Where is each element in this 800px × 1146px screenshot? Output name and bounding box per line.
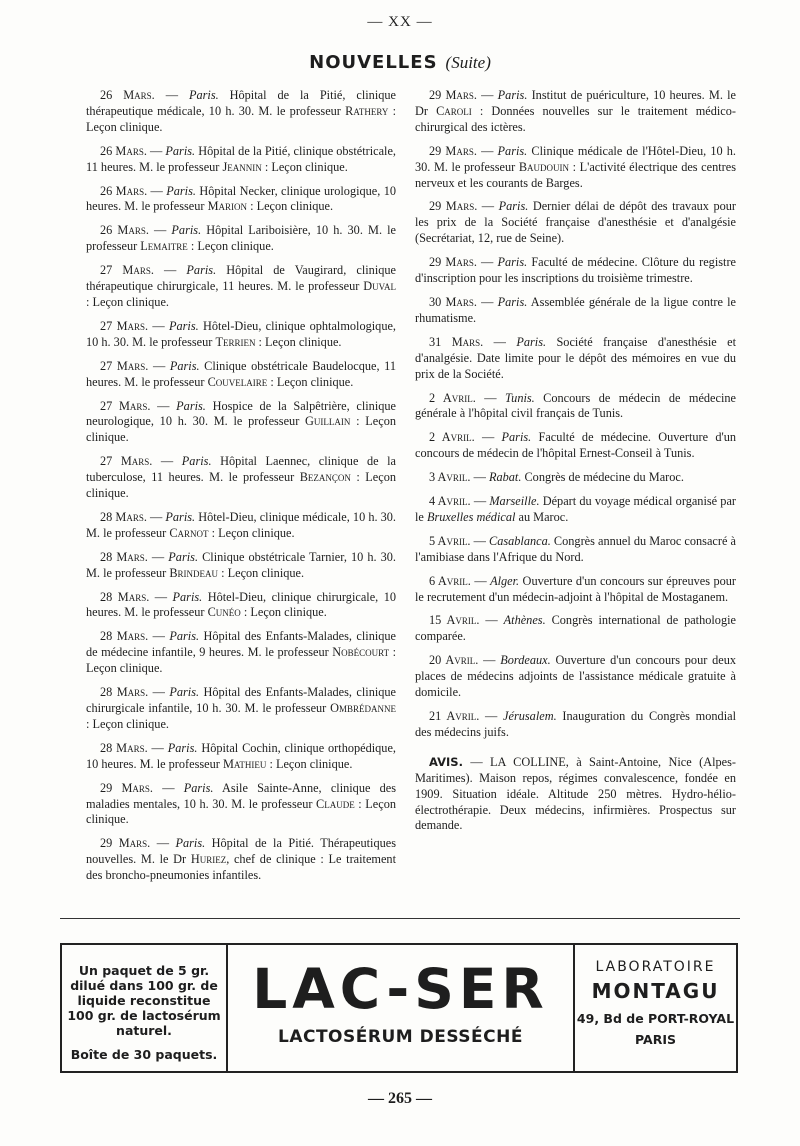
- professor-name: Cunéo: [207, 605, 241, 620]
- news-city: Bordeaux.: [500, 653, 551, 668]
- news-city: Paris.: [497, 88, 528, 102]
- news-text: Hôpital de la Pitié. Thérapeutiques nouvelles. M. le Dr: [86, 836, 397, 867]
- news-text: Hôpital Laennec, clinique de la tuberculose, 11 heures. M. le professeur: [86, 454, 397, 485]
- news-text-tail: : Leçon clinique.: [255, 334, 342, 349]
- ad-lab-label: LABORATOIRE: [595, 959, 716, 975]
- professor-name: Terrien: [215, 334, 256, 349]
- news-date: 2 Avril.: [429, 430, 475, 445]
- news-text-tail: : Leçon clinique.: [86, 470, 396, 501]
- news-date: 5 Avril.: [429, 533, 471, 548]
- news-text: Société française d'anesthésie et d'analgésie. Date limite pour le dépôt des mémoires en vue du prix de la Société.: [415, 334, 737, 381]
- news-date: 27 Mars.: [100, 454, 153, 469]
- news-item: 27 Mars. — Paris. Hôtel-Dieu, clinique ophtalmologique, 10 h. 30. M. le professeur Terrien : Leçon clinique.: [86, 318, 396, 349]
- news-text: Assemblée générale de la ligue contre le rhumatisme.: [415, 294, 736, 325]
- news-item: 29 Mars. — Paris. Institut de puériculture, 10 heures. M. le Dr Caroli : Données nouvelles sur le traitement médico-chirurgical des ictères.: [415, 88, 736, 134]
- news-item: 15 Avril. — Athènes. Congrès international de pathologie comparée.: [415, 613, 736, 644]
- news-text: Hospice de la Salpêtrière, clinique neurologique, 10 h. 30. M. le professeur: [86, 398, 396, 429]
- professor-name: Caroli: [436, 103, 472, 118]
- news-text-tail: : L'activité électrique des centres nerveux et les courants de Barges.: [415, 159, 736, 190]
- page-roman-number: — XX —: [367, 14, 433, 30]
- news-item: 27 Mars. — Paris. Clinique obstétricale Baudelocque, 11 heures. M. le professeur Couvelaire : Leçon clinique.: [86, 358, 397, 389]
- ad-brand-panel: [228, 945, 573, 1071]
- ad-brand-name: LAC-SER: [252, 957, 549, 1021]
- news-text: Faculté de médecine. Clôture du registre d'inscription pour les inscriptions du troisième trimestre.: [415, 255, 736, 286]
- news-item: 29 Mars. — Paris. Asile Sainte-Anne, clinique des maladies mentales, 10 h. 30. M. le professeur Claude : Leçon clinique.: [86, 780, 397, 827]
- professor-name: Rathery: [345, 103, 389, 118]
- news-city: Paris.: [181, 454, 212, 469]
- news-city: Athènes.: [503, 613, 546, 628]
- professor-name: Guillain: [305, 414, 351, 429]
- news-date: 28 Mars.: [100, 740, 148, 755]
- news-item: 27 Mars. — Paris. Hôpital de Vaugirard, clinique thérapeutique chirurgicale, 11 heures. M. le professeur Duval : Leçon clinique.: [86, 263, 396, 309]
- news-item: 6 Avril. — Alger. Ouverture d'un concours sur épreuves pour le recrutement d'un médecin-adjoint à l'hôpital de Mostaganem.: [415, 573, 736, 604]
- news-date: 27 Mars.: [100, 263, 154, 278]
- news-text-tail: au Maroc.: [515, 509, 569, 524]
- news-text-tail: : Leçon clinique.: [86, 414, 396, 445]
- news-city: Paris.: [188, 88, 219, 102]
- news-date: 26 Mars.: [100, 88, 155, 102]
- news-text-tail: : Leçon clinique.: [86, 294, 169, 309]
- news-date: 6 Avril.: [429, 573, 471, 588]
- news-item: 29 Mars. — Paris. Clinique médicale de l'Hôtel-Dieu, 10 h. 30. M. le professeur Baudouin : L'activité électrique des centres nerveux et les courants de Barges.: [415, 143, 736, 190]
- news-text-tail: , chef de clinique : Le traitement des broncho-pneumonies infantiles.: [86, 852, 396, 883]
- news-date: 29 Mars.: [429, 199, 478, 214]
- professor-name: Mathieu: [222, 756, 267, 771]
- news-text: Congrès annuel du Maroc consacré à l'amibiase dans l'Afrique du Nord.: [415, 533, 736, 564]
- news-date: 26 Mars.: [100, 223, 149, 238]
- news-text: Hôtel-Dieu, clinique ophtalmologique, 10 h. 30. M. le professeur: [86, 318, 396, 349]
- news-text-tail: : Leçon clinique.: [247, 199, 334, 214]
- professor-name: Couvelaire: [207, 374, 268, 389]
- news-date: 29 Mars.: [100, 780, 154, 795]
- section-divider: [60, 918, 740, 919]
- news-city: Tunis.: [505, 390, 535, 405]
- news-text-tail: : Leçon clinique.: [266, 756, 353, 771]
- section-title: [0, 52, 800, 73]
- professor-name: Carnot: [169, 525, 209, 540]
- news-item: 27 Mars. — Paris. Hôpital Laennec, clinique de la tuberculose, 11 heures. M. le professeur Bezançon : Leçon clinique.: [86, 454, 397, 501]
- section-title-suffix: (Suite): [445, 53, 491, 72]
- ad-dosage-line: dilué dans 100 gr. de: [70, 978, 218, 993]
- news-item: 28 Mars. — Paris. Hôpital Cochin, clinique orthopédique, 10 heures. M. le professeur Mathieu : Leçon clinique.: [86, 740, 396, 771]
- news-item: 27 Mars. — Paris. Hospice de la Salpêtrière, clinique neurologique, 10 h. 30. M. le professeur Guillain : Leçon clinique.: [86, 398, 396, 445]
- professor-name: Lemaitre: [140, 239, 188, 254]
- news-date: 28 Mars.: [100, 589, 150, 604]
- news-item: 2 Avril. — Paris. Faculté de médecine. Ouverture d'un concours de médecin de l'hôpital Ernest-Conseil à Tunis.: [415, 430, 736, 461]
- right-news-column: [415, 88, 736, 842]
- news-text: Dernier délai de dépôt des travaux pour les prix de la Société française d'anesthésie et d'analgésie (Secrétariat, 12, rue de Seine).: [415, 199, 736, 246]
- news-city: Paris.: [171, 223, 202, 238]
- news-city: Paris.: [169, 629, 200, 644]
- news-city: Paris.: [172, 589, 203, 604]
- news-text: Concours de médecin de médecine générale à l'hôpital civil français de Tunis.: [415, 390, 736, 421]
- news-text-tail: : Leçon clinique.: [218, 565, 305, 580]
- news-text: Hôpital Necker, clinique urologique, 10 heures. M. le professeur: [86, 183, 397, 214]
- news-item: 29 Mars. — Paris. Faculté de médecine. Clôture du registre d'inscription pour les inscriptions du troisième trimestre.: [415, 255, 736, 286]
- avis-text: — LA COLLINE, à Saint-Antoine, Nice (Alpes-Maritimes). Maison repos, régimes convalescence, fondée en 1909. Situation idéale. Altitude 250 mètres. Hydro-hélio-électrothérapie. Deux médecins, infirmières. Prospectus sur demande.: [415, 754, 736, 833]
- news-date: 15 Avril.: [429, 613, 480, 628]
- news-text-tail: : Leçon clinique.: [86, 716, 169, 731]
- news-item: 31 Mars. — Paris. Société française d'anesthésie et d'analgésie. Date limite pour le dépôt des mémoires en vue du prix de la Société.: [415, 334, 737, 381]
- news-text: Ouverture d'un concours pour deux places de médecins adjoints de l'assistance médicale gratuite à domicile.: [415, 653, 737, 700]
- news-text: Ouverture d'un concours sur épreuves pour le recrutement d'un médecin-adjoint à l'hôpital de Mostaganem.: [415, 573, 736, 604]
- news-date: 27 Mars.: [100, 318, 149, 333]
- news-text: Faculté de médecine. Ouverture d'un concours de médecin de l'hôpital Ernest-Conseil à Tunis.: [415, 430, 736, 461]
- news-text: Hôpital des Enfants-Malades, clinique chirurgicale infantile, 10 h. 30. M. le professeur: [86, 685, 397, 715]
- news-city: Paris.: [166, 183, 196, 198]
- news-city: Paris.: [169, 358, 200, 373]
- news-text-tail: : Leçon clinique.: [267, 374, 354, 389]
- news-text-tail: : Leçon clinique.: [86, 645, 396, 676]
- news-city: Paris.: [186, 263, 217, 278]
- news-text: Hôpital de la Pitié, clinique obstétricale, 11 heures. M. le professeur: [86, 143, 396, 174]
- news-city: Paris.: [501, 430, 532, 445]
- news-text-tail: : Leçon clinique.: [187, 239, 274, 254]
- news-text: Clinique obstétricale Tarnier, 10 h. 30. M. le professeur: [86, 549, 396, 580]
- news-city: Paris.: [183, 780, 214, 795]
- news-date: 28 Mars.: [100, 509, 147, 524]
- news-city: Casablanca.: [489, 533, 551, 548]
- news-item: 21 Avril. — Jérusalem. Inauguration du Congrès mondial des médecins juifs.: [415, 709, 736, 739]
- news-text: Départ du voyage médical organisé par le: [415, 494, 736, 524]
- news-item: 2 Avril. — Tunis. Concours de médecin de médecine générale à l'hôpital civil français de Tunis.: [415, 390, 736, 421]
- news-date: 29 Mars.: [100, 836, 151, 851]
- ad-tagline: LACTOSÉRUM DESSÉCHÉ: [278, 1027, 523, 1047]
- professor-name: Ombrédanne: [330, 701, 396, 715]
- news-date: 27 Mars.: [100, 398, 151, 413]
- news-item: 29 Mars. — Paris. Hôpital de la Pitié. Thérapeutiques nouvelles. M. le Dr Huriez, chef de clinique : Le traitement des broncho-pneumonies infantiles.: [86, 836, 397, 883]
- news-city: Paris.: [516, 334, 547, 349]
- news-text: Asile Sainte-Anne, clinique des maladies mentales, 10 h. 30. M. le professeur: [86, 780, 397, 811]
- news-item: 20 Avril. — Bordeaux. Ouverture d'un concours pour deux places de médecins adjoints de l'assistance médicale gratuite à domicile.: [415, 653, 737, 700]
- news-item: 26 Mars. — Paris. Hôpital Lariboisière, 10 h. 30. M. le professeur Lemaitre : Leçon clinique.: [86, 223, 396, 254]
- news-city: Paris.: [167, 740, 198, 755]
- news-item: 28 Mars. — Paris. Hôtel-Dieu, clinique médicale, 10 h. 30. M. le professeur Carnot : Leçon clinique.: [86, 509, 396, 540]
- professor-name: Marion: [207, 199, 248, 214]
- ad-dosage-panel: [62, 945, 228, 1071]
- news-item: 5 Avril. — Casablanca. Congrès annuel du Maroc consacré à l'amibiase dans l'Afrique du Nord.: [415, 533, 736, 564]
- news-item: 3 Avril. — Rabat. Congrès de médecine du Maroc.: [429, 470, 684, 485]
- ad-box-size: Boîte de 30 paquets.: [70, 1047, 218, 1062]
- avis-notice: [415, 755, 736, 835]
- ad-lab-address: 49, Bd de PORT-ROYAL: [576, 1011, 735, 1026]
- news-text: Clinique obstétricale Baudelocque, 11 heures. M. le professeur: [86, 358, 397, 389]
- news-item: 28 Mars. — Paris. Clinique obstétricale Tarnier, 10 h. 30. M. le professeur Brindeau : Leçon clinique.: [86, 549, 396, 580]
- left-news-column: [86, 88, 396, 892]
- news-text-tail: : Données nouvelles sur le traitement médico-chirurgical des ictères.: [415, 103, 736, 134]
- ad-dosage-line: liquide reconstitue: [77, 993, 211, 1008]
- ad-lab-name: MONTAGU: [591, 979, 720, 1003]
- professor-name: Baudouin: [518, 159, 570, 174]
- news-text: Hôpital Cochin, clinique orthopédique, 10 heures. M. le professeur: [86, 740, 396, 771]
- ad-dosage-line: Un paquet de 5 gr.: [78, 963, 210, 978]
- news-date: 31 Mars.: [429, 334, 484, 349]
- news-city: Alger.: [490, 573, 520, 588]
- news-text: Hôpital des Enfants-Malades, clinique de médecine infantile, 9 heures. M. le professeur: [86, 629, 397, 660]
- news-date: 28 Mars.: [100, 629, 149, 644]
- news-item: 26 Mars. — Paris. Hôpital de la Pitié, clinique obstétricale, 11 heures. M. le professeur Jeannin : Leçon clinique.: [86, 143, 396, 174]
- news-city: Paris.: [165, 143, 196, 158]
- news-date: 29 Mars.: [429, 255, 477, 270]
- news-date: 26 Mars.: [100, 183, 148, 198]
- ad-laboratory-panel: [573, 945, 736, 1071]
- news-date: 3 Avril.: [429, 470, 471, 485]
- news-text: Hôtel-Dieu, clinique chirurgicale, 10 heures. M. le professeur: [86, 589, 396, 620]
- news-date: 20 Avril.: [429, 653, 479, 668]
- news-date: 2 Avril.: [429, 390, 476, 405]
- news-city: Paris.: [175, 836, 206, 851]
- news-item: 29 Mars. — Paris. Dernier délai de dépôt des travaux pour les prix de la Société française d'anesthésie et d'analgésie (Secrétariat, 12, rue de Seine).: [415, 199, 736, 246]
- professor-name: Duval: [363, 279, 396, 294]
- news-date: 29 Mars.: [429, 143, 477, 158]
- news-date: 29 Mars.: [429, 88, 477, 102]
- news-text-tail: : Leçon clinique.: [208, 525, 295, 540]
- news-city: Jérusalem.: [503, 709, 557, 723]
- news-item: 30 Mars. — Paris. Assemblée générale de la ligue contre le rhumatisme.: [415, 294, 736, 325]
- news-item: 26 Mars. — Paris. Hôpital Necker, clinique urologique, 10 heures. M. le professeur Marion : Leçon clinique.: [86, 183, 397, 214]
- news-city: Paris.: [165, 509, 196, 524]
- professor-name: Huriez: [190, 852, 227, 867]
- news-text: Hôtel-Dieu, clinique médicale, 10 h. 30. M. le professeur: [86, 509, 396, 540]
- news-city: Paris.: [169, 685, 200, 700]
- news-city: Paris.: [176, 398, 206, 413]
- news-city: Paris.: [498, 199, 529, 214]
- news-text-tail: : Leçon clinique.: [240, 605, 327, 620]
- news-item: 28 Mars. — Paris. Hôtel-Dieu, clinique chirurgicale, 10 heures. M. le professeur Cunéo : Leçon clinique.: [86, 589, 396, 620]
- news-text: Hôpital de Vaugirard, clinique thérapeutique chirurgicale, 11 heures. M. le professeur: [86, 263, 396, 294]
- news-date: 4 Avril.: [429, 494, 471, 509]
- news-publication: Bruxelles médical: [426, 509, 516, 524]
- news-item: 28 Mars. — Paris. Hôpital des Enfants-Malades, clinique de médecine infantile, 9 heures. M. le professeur Nobécourt : Leçon clinique.: [86, 629, 397, 676]
- news-text: Congrès international de pathologie comparée.: [415, 613, 736, 644]
- news-text-tail: : Leçon clinique.: [261, 159, 348, 174]
- news-city: Paris.: [497, 143, 528, 158]
- news-date: 27 Mars.: [100, 358, 149, 373]
- news-text: Hôpital de la Pitié, clinique thérapeutique médicale, 10 h. 30. M. le professeur: [86, 88, 397, 118]
- news-city: Marseille.: [489, 494, 540, 509]
- news-date: 28 Mars.: [100, 685, 149, 700]
- news-text: Clinique médicale de l'Hôtel-Dieu, 10 h. 30. M. le professeur: [415, 143, 736, 174]
- news-city: Paris.: [497, 294, 528, 309]
- avis-label: AVIS.: [429, 754, 463, 769]
- section-title-main: NOUVELLES: [309, 52, 438, 73]
- lac-ser-advertisement: [60, 943, 738, 1073]
- news-text: Hôpital Lariboisière, 10 h. 30. M. le professeur: [86, 223, 396, 254]
- news-city: Paris.: [168, 318, 199, 333]
- page-number: — 265 —: [368, 1090, 432, 1107]
- news-item: 28 Mars. — Paris. Hôpital des Enfants-Malades, clinique chirurgicale infantile, 10 h. 30. M. le professeur Ombrédanne : Leçon clinique.: [86, 685, 397, 731]
- news-date: 30 Mars.: [429, 294, 477, 309]
- news-text: Institut de puériculture, 10 heures. M. le Dr: [415, 88, 736, 118]
- news-city: Paris.: [497, 255, 528, 270]
- news-date: 26 Mars.: [100, 143, 147, 158]
- news-date: 28 Mars.: [100, 549, 148, 564]
- professor-name: Claude: [316, 796, 355, 811]
- professor-name: Bezançon: [299, 470, 351, 485]
- news-city: Rabat.: [488, 470, 522, 485]
- news-item: 4 Avril. — Marseille. Départ du voyage médical organisé par le Bruxelles médical au Maroc.: [415, 494, 736, 524]
- news-text-tail: : Leçon clinique.: [86, 796, 396, 827]
- news-text-tail: : Leçon clinique.: [86, 103, 396, 134]
- professor-name: Nobécourt: [332, 645, 390, 660]
- professor-name: Jeannin: [222, 159, 262, 174]
- news-date: 21 Avril.: [429, 709, 480, 723]
- news-text: Congrès de médecine du Maroc.: [521, 470, 684, 485]
- news-city: Paris.: [168, 549, 199, 564]
- ad-dosage-line: naturel.: [116, 1023, 172, 1038]
- news-item: 26 Mars. — Paris. Hôpital de la Pitié, clinique thérapeutique médicale, 10 h. 30. M. le professeur Rathery : Leçon clinique.: [86, 88, 397, 134]
- professor-name: Brindeau: [169, 565, 219, 580]
- ad-lab-city: PARIS: [635, 1032, 676, 1047]
- news-text: Inauguration du Congrès mondial des médecins juifs.: [415, 709, 736, 739]
- ad-dosage-line: 100 gr. de lactosérum: [67, 1008, 221, 1023]
